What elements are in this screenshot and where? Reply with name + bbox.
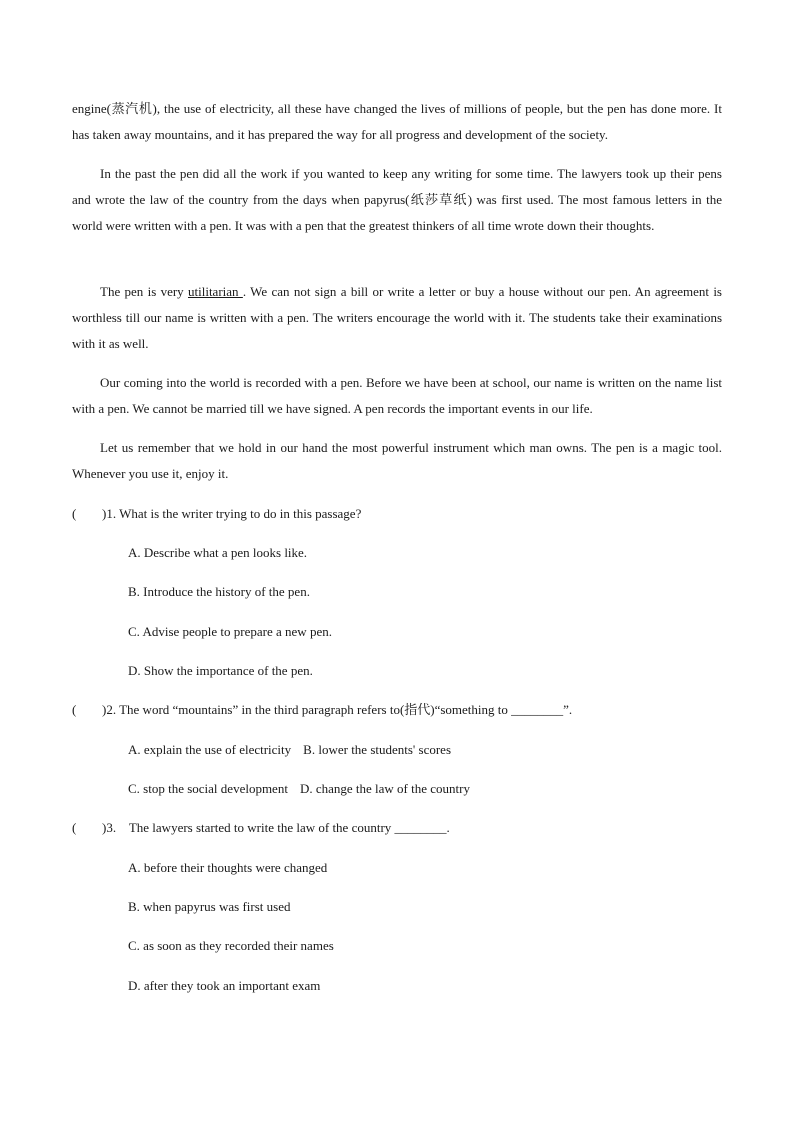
question-3-option-c: C. as soon as they recorded their names	[128, 938, 334, 953]
question-2-options-row-2	[128, 779, 470, 799]
question-3-stem: )3. The lawyers started to write the law of the country ________.	[102, 820, 450, 835]
question-2-option-b: B. lower the students' scores	[303, 742, 452, 757]
question-2-stem: )2. The word “mountains” in the third paragraph refers to(指代)“something to ________”.	[102, 702, 573, 717]
question-3	[72, 818, 722, 838]
question-1	[72, 504, 722, 524]
passage-paragraph-1: engine(蒸汽机), the use of electricity, all these have changed the lives of millions of people, but the pen has done more. It has taken away mountains, and it has prepared the way for all progress and development of the society.	[72, 101, 722, 142]
passage-paragraph-5: Let us remember that we hold in our hand the most powerful instrument which man owns. The pen is a magic tool. Whenever you use it, enjoy it.	[72, 440, 722, 481]
answer-blank-1[interactable]: (	[72, 506, 77, 521]
question-2-options-row-1	[128, 740, 451, 760]
question-3-option-d: D. after they took an important exam	[128, 978, 321, 993]
question-1-stem: )1. What is the writer trying to do in this passage?	[102, 506, 362, 521]
question-1-option-c: C. Advise people to prepare a new pen.	[128, 624, 332, 639]
question-1-option-b: B. Introduce the history of the pen.	[128, 584, 310, 599]
question-2-option-a: A. explain the use of electricity	[128, 742, 292, 757]
passage-paragraph-3	[72, 279, 722, 357]
question-3-option-b: B. when papyrus was first used	[128, 899, 291, 914]
passage-paragraph-4: Our coming into the world is recorded with a pen. Before we have been at school, our name is written on the name list with a pen. We cannot be married till we have signed. A pen records the important events in our life.	[72, 375, 722, 416]
question-2	[72, 700, 722, 720]
question-2-option-c: C. stop the social development	[128, 781, 288, 796]
paragraph-3-start: The pen is very	[100, 284, 188, 299]
question-1-option-a: A. Describe what a pen looks like.	[128, 545, 308, 560]
question-2-option-d: D. change the law of the country	[299, 781, 470, 796]
answer-blank-3[interactable]: (	[72, 820, 77, 835]
answer-blank-2[interactable]: (	[72, 702, 77, 717]
question-3-option-a: A. before their thoughts were changed	[128, 860, 328, 875]
underlined-word: utilitarian	[188, 284, 243, 299]
paragraph-3-rest: . We can not sign a bill or write a letter or buy a house without our pen. An agreement is worthless till our name is written with a pen. The writers encourage the world with it. The students take their examinations with it as well.	[72, 284, 722, 351]
passage-paragraph-2: In the past the pen did all the work if you wanted to keep any writing for some time. The lawyers took up their pens and wrote the law of the country from the days when papyrus(纸莎草纸) was first used. The most famous letters in the world were written with a pen. It was with a pen that the greatest thinkers of all time wrote down their thoughts.	[72, 166, 722, 233]
question-1-option-d: D. Show the importance of the pen.	[128, 663, 313, 678]
